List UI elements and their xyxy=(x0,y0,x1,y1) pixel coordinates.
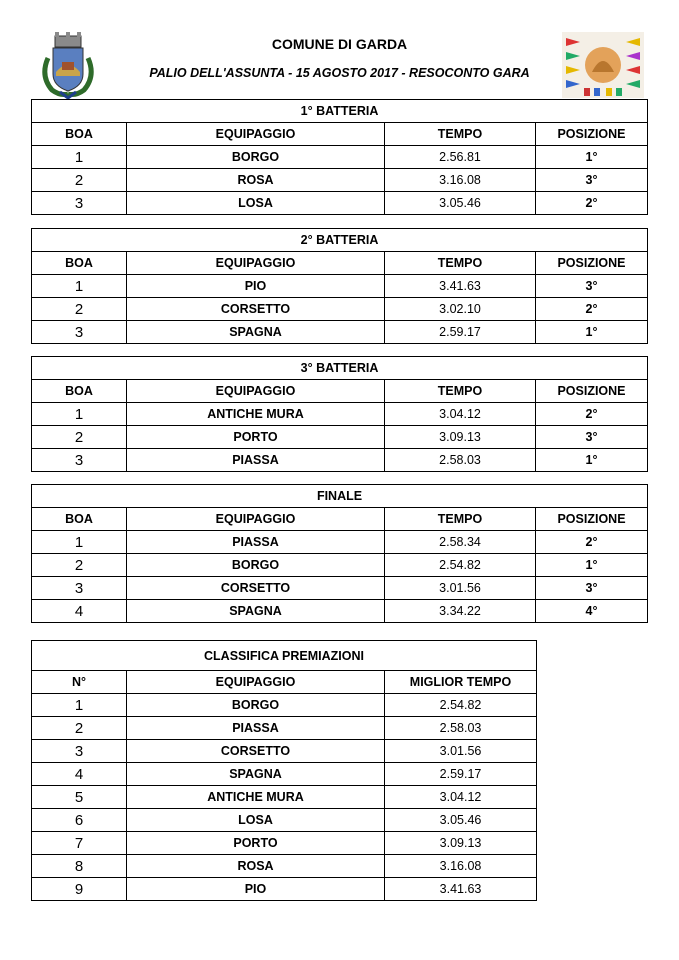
table-row xyxy=(32,717,537,740)
team-cell: BORGO xyxy=(127,554,385,577)
team-cell: SPAGNA xyxy=(127,600,385,623)
ranking-title: CLASSIFICA PREMIAZIONI xyxy=(32,641,537,671)
team-cell: SPAGNA xyxy=(127,321,385,344)
column-header-equipaggio: EQUIPAGGIO xyxy=(127,123,385,146)
table-row xyxy=(32,809,537,832)
time-cell: 3.09.13 xyxy=(385,832,537,855)
boa-cell: 2 xyxy=(32,554,127,577)
column-header-posizione: POSIZIONE xyxy=(536,252,648,275)
boa-cell: 3 xyxy=(32,449,127,472)
position-cell: 2° xyxy=(536,298,648,321)
time-cell: 2.56.81 xyxy=(385,146,536,169)
rank-cell: 2 xyxy=(32,717,127,740)
column-header-equipaggio: EQUIPAGGIO xyxy=(127,671,385,694)
column-header-tempo: TEMPO xyxy=(385,252,536,275)
team-cell: PIASSA xyxy=(127,531,385,554)
table-row xyxy=(32,740,537,763)
table-row xyxy=(32,192,648,215)
team-cell: BORGO xyxy=(127,694,385,717)
team-cell: CORSETTO xyxy=(127,298,385,321)
table-row xyxy=(32,786,537,809)
time-cell: 3.05.46 xyxy=(385,192,536,215)
position-cell: 2° xyxy=(536,192,648,215)
column-header-tempo: TEMPO xyxy=(385,380,536,403)
final-table xyxy=(31,484,648,623)
heat-title: 2° BATTERIA xyxy=(32,229,648,252)
team-cell: PORTO xyxy=(127,426,385,449)
boa-cell: 4 xyxy=(32,600,127,623)
table-row xyxy=(32,275,648,298)
rank-cell: 7 xyxy=(32,832,127,855)
time-cell: 3.34.22 xyxy=(385,600,536,623)
heat-title: 3° BATTERIA xyxy=(32,357,648,380)
team-cell: PORTO xyxy=(127,832,385,855)
boa-cell: 3 xyxy=(32,577,127,600)
table-row xyxy=(32,321,648,344)
table-row xyxy=(32,554,648,577)
column-header-boa: BOA xyxy=(32,252,127,275)
team-cell: ROSA xyxy=(127,169,385,192)
time-cell: 3.04.12 xyxy=(385,403,536,426)
page-header xyxy=(0,0,679,100)
position-cell: 1° xyxy=(536,321,648,344)
column-header-tempo: TEMPO xyxy=(385,123,536,146)
rank-cell: 9 xyxy=(32,878,127,901)
team-cell: CORSETTO xyxy=(127,577,385,600)
table-row xyxy=(32,449,648,472)
table-row xyxy=(32,577,648,600)
time-cell: 3.01.56 xyxy=(385,740,537,763)
position-cell: 1° xyxy=(536,146,648,169)
heat-title: 1° BATTERIA xyxy=(32,100,648,123)
rank-cell: 5 xyxy=(32,786,127,809)
table-row xyxy=(32,169,648,192)
boa-cell: 2 xyxy=(32,426,127,449)
time-cell: 3.16.08 xyxy=(385,169,536,192)
time-cell: 2.59.17 xyxy=(385,763,537,786)
column-header-posizione: POSIZIONE xyxy=(536,508,648,531)
team-cell: ROSA xyxy=(127,855,385,878)
time-cell: 2.54.82 xyxy=(385,694,537,717)
time-cell: 3.04.12 xyxy=(385,786,537,809)
column-header-equipaggio: EQUIPAGGIO xyxy=(127,380,385,403)
palio-flags-logo-icon xyxy=(562,32,644,98)
column-header-boa: BOA xyxy=(32,123,127,146)
boa-cell: 1 xyxy=(32,275,127,298)
time-cell: 3.05.46 xyxy=(385,809,537,832)
boa-cell: 3 xyxy=(32,321,127,344)
table-row xyxy=(32,763,537,786)
table-row xyxy=(32,878,537,901)
ranking-table xyxy=(31,640,537,901)
rank-cell: 8 xyxy=(32,855,127,878)
time-cell: 2.58.03 xyxy=(385,717,537,740)
heat-table-3 xyxy=(31,356,648,472)
time-cell: 3.02.10 xyxy=(385,298,536,321)
boa-cell: 3 xyxy=(32,192,127,215)
column-header-boa: BOA xyxy=(32,508,127,531)
table-row xyxy=(32,600,648,623)
column-header-miglior-tempo: MIGLIOR TEMPO xyxy=(385,671,537,694)
boa-cell: 1 xyxy=(32,146,127,169)
position-cell: 2° xyxy=(536,403,648,426)
time-cell: 3.41.63 xyxy=(385,878,537,901)
boa-cell: 1 xyxy=(32,531,127,554)
team-cell: BORGO xyxy=(127,146,385,169)
team-cell: ANTICHE MURA xyxy=(127,403,385,426)
position-cell: 3° xyxy=(536,275,648,298)
position-cell: 2° xyxy=(536,531,648,554)
time-cell: 3.09.13 xyxy=(385,426,536,449)
position-cell: 4° xyxy=(536,600,648,623)
team-cell: SPAGNA xyxy=(127,763,385,786)
table-row xyxy=(32,426,648,449)
column-header-equipaggio: EQUIPAGGIO xyxy=(127,508,385,531)
heat-title: FINALE xyxy=(32,485,648,508)
position-cell: 3° xyxy=(536,577,648,600)
rank-cell: 6 xyxy=(32,809,127,832)
team-cell: CORSETTO xyxy=(127,740,385,763)
time-cell: 3.16.08 xyxy=(385,855,537,878)
team-cell: PIO xyxy=(127,878,385,901)
table-row xyxy=(32,832,537,855)
time-cell: 2.59.17 xyxy=(385,321,536,344)
position-cell: 1° xyxy=(536,449,648,472)
boa-cell: 1 xyxy=(32,403,127,426)
page-title: COMUNE DI GARDA xyxy=(271,36,408,52)
time-cell: 2.54.82 xyxy=(385,554,536,577)
heat-table-1 xyxy=(31,99,648,215)
page-subtitle: PALIO DELL'ASSUNTA - 15 AGOSTO 2017 - RESOCONTO GARA xyxy=(149,66,530,80)
position-cell: 3° xyxy=(536,426,648,449)
time-cell: 2.58.03 xyxy=(385,449,536,472)
rank-cell: 1 xyxy=(32,694,127,717)
team-cell: PIASSA xyxy=(127,449,385,472)
team-cell: PIO xyxy=(127,275,385,298)
rank-cell: 3 xyxy=(32,740,127,763)
column-header-tempo: TEMPO xyxy=(385,508,536,531)
position-cell: 3° xyxy=(536,169,648,192)
column-header-equipaggio: EQUIPAGGIO xyxy=(127,252,385,275)
table-row xyxy=(32,694,537,717)
table-row xyxy=(32,403,648,426)
team-cell: LOSA xyxy=(127,192,385,215)
boa-cell: 2 xyxy=(32,169,127,192)
heat-table-2 xyxy=(31,228,648,344)
position-cell: 1° xyxy=(536,554,648,577)
team-cell: LOSA xyxy=(127,809,385,832)
boa-cell: 2 xyxy=(32,298,127,321)
time-cell: 3.01.56 xyxy=(385,577,536,600)
time-cell: 2.58.34 xyxy=(385,531,536,554)
team-cell: ANTICHE MURA xyxy=(127,786,385,809)
table-row xyxy=(32,298,648,321)
table-row xyxy=(32,855,537,878)
table-row xyxy=(32,531,648,554)
column-header-posizione: POSIZIONE xyxy=(536,380,648,403)
rank-cell: 4 xyxy=(32,763,127,786)
column-header-posizione: POSIZIONE xyxy=(536,123,648,146)
table-row xyxy=(32,146,648,169)
time-cell: 3.41.63 xyxy=(385,275,536,298)
team-cell: PIASSA xyxy=(127,717,385,740)
column-header-boa: BOA xyxy=(32,380,127,403)
column-header-n: N° xyxy=(32,671,127,694)
